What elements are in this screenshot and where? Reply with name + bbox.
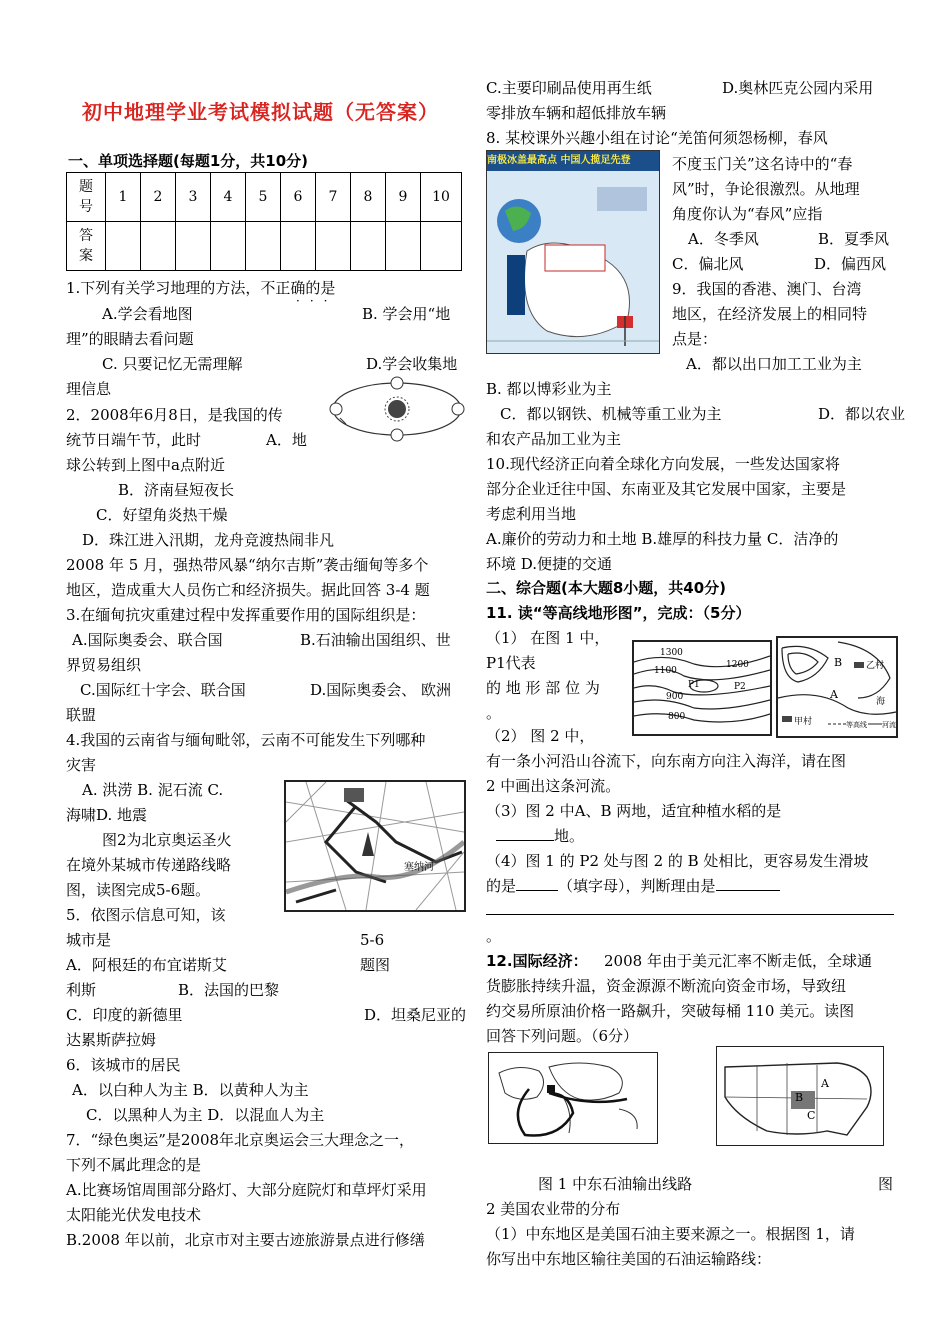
contour-label: 1100	[654, 666, 677, 676]
point-label: P2	[734, 682, 746, 692]
option-text: B.石油输出国组织、世	[300, 631, 451, 649]
question-9: 9．我国的香港、澳门、台湾	[672, 280, 862, 298]
option-text: 球公转到上图中a点附近	[66, 456, 225, 474]
legend-label: 等高线	[846, 721, 867, 729]
question-2: 2．2008年6月8日，是我国的传	[66, 406, 283, 424]
question-4: 4.我国的云南省与缅甸毗邻，云南不可能发生下列哪种	[66, 731, 426, 749]
table-cell: 10	[421, 173, 462, 222]
contour-map-2	[776, 636, 898, 738]
question-text: 不度玉门关”这名诗中的“春	[672, 155, 853, 173]
option-text: A．都以出口加工工业为主	[686, 355, 862, 373]
answer-cell[interactable]	[281, 222, 316, 271]
option-text: D．珠江进入汛期，龙舟竞渡热闹非凡	[82, 531, 335, 549]
option-text: A．地	[266, 431, 307, 449]
table-cell: 9	[386, 173, 421, 222]
option-text: C．都以钢铁、机械等重工业为主	[500, 405, 722, 423]
option-text: A．以白种人为主 B．以黄种人为主	[72, 1081, 309, 1099]
passage-text: 2008 年 5 月，强热带风暴“纳尔吉斯”袭击缅甸等多个	[66, 556, 429, 574]
option-text: A．冬季风	[688, 230, 759, 248]
option-text: C. 只要记忆无需理解	[102, 355, 243, 373]
section-2-heading: 二、综合题(本大题8小题，共40分)	[486, 579, 727, 597]
figure-caption: 题图	[360, 956, 391, 974]
option-text: B.2008 年以前，北京市对主要古迹旅游景点进行修缮	[66, 1231, 425, 1249]
table-cell: 2	[141, 173, 176, 222]
option-text: 海啸D. 地震	[66, 806, 148, 824]
figure-caption: 图 1 中东石油输出线路	[538, 1175, 693, 1193]
passage-text: 货膨胀持续升温，资金源源不断流向资金市场，导致纽	[486, 977, 847, 995]
question-text: P1代表	[486, 654, 536, 672]
option-text: B．法国的巴黎	[178, 981, 280, 999]
antarctic-title: 南极冰盖最高点 中国人揽足先登	[487, 151, 659, 171]
table-row	[67, 173, 462, 222]
question-text: 。	[486, 927, 502, 945]
contour-label: 900	[666, 692, 684, 702]
question-11: 11. 读“等高线地形图”，完成：（5分）	[486, 604, 751, 622]
table-header-cell: 题 号	[67, 173, 106, 222]
answer-table	[66, 172, 462, 271]
option-text: C．以黑种人为主 D．以混血人为主	[86, 1106, 325, 1124]
passage-text: 图，读图完成5-6题。	[66, 881, 211, 899]
contour-label: 800	[668, 712, 686, 722]
passage-text: 回答下列问题。（6分）	[486, 1027, 639, 1045]
option-text: D．偏西风	[814, 255, 887, 273]
option-text: A．阿根廷的布宜诺斯艾	[66, 956, 227, 974]
answer-blank[interactable]	[516, 890, 558, 891]
sea-label: 海	[876, 697, 886, 707]
passage-text: 在境外某城市传递路线略	[66, 856, 232, 874]
passage-text: 地区，造成重大人员伤亡和经济损失。据此回答 3-4 题	[66, 581, 430, 599]
question-text: 角度你认为“春风”应指	[672, 205, 823, 223]
option-text: C．偏北风	[672, 255, 744, 273]
option-text: D．都以农业	[818, 405, 906, 423]
point-label: B	[834, 656, 843, 669]
question-text: 下列不属此理念的是	[66, 1156, 202, 1174]
option-text: 利斯	[66, 981, 97, 999]
region-label: A	[821, 1077, 829, 1090]
earth-orbit-diagram	[328, 374, 466, 444]
question-text: （3）图 2 中A、B 两地，适宜种植水稻的是	[486, 802, 782, 820]
question-text: 考虑利用当地	[486, 505, 577, 523]
question-text: 部分企业迁往中国、东南亚及其它发展中国家，主要是	[486, 480, 847, 498]
answer-cell[interactable]	[176, 222, 211, 271]
contour-map-1	[632, 640, 772, 736]
option-text: 环境 D.便捷的交通	[486, 555, 613, 573]
question-text: 地。	[496, 824, 584, 848]
passage-text: 约交易所原油价格一路飙升，突破每桶 110 美元。读图	[486, 1002, 855, 1020]
answer-cell[interactable]	[141, 222, 176, 271]
question-text: （1）中东地区是美国石油主要来源之一。根据图 1，请	[486, 1225, 855, 1243]
option-text: C．好望角炎热干燥	[96, 506, 228, 524]
answer-cell[interactable]	[246, 222, 281, 271]
option-text: B．夏季风	[818, 230, 890, 248]
section-1-heading: 一、单项选择题(每题1分，共10分)	[68, 152, 309, 170]
answer-cell[interactable]	[211, 222, 246, 271]
question-12: 12.国际经济：	[486, 952, 588, 970]
answer-cell[interactable]	[386, 222, 421, 271]
option-text: 界贸易组织	[66, 656, 142, 674]
option-text: D.奥林匹克公园内采用	[722, 79, 874, 97]
table-cell: 5	[246, 173, 281, 222]
table-cell: 4	[211, 173, 246, 222]
option-text: D.学会收集地	[366, 355, 458, 373]
answer-cell[interactable]	[351, 222, 386, 271]
option-text: 联盟	[66, 706, 97, 724]
option-text: A. 洪涝 B. 泥石流 C.	[82, 781, 224, 799]
option-text: A.学会看地图	[102, 305, 193, 323]
answer-cell[interactable]	[316, 222, 351, 271]
question-text: 的 地 形 部 位 为	[486, 679, 600, 697]
world-oil-route-map	[488, 1052, 658, 1144]
question-text: 城市是	[66, 931, 112, 949]
question-text: 你写出中东地区输往美国的石油运输路线：	[486, 1250, 772, 1268]
option-text: 理”的眼睛去看问题	[66, 330, 194, 348]
region-label: B	[795, 1091, 804, 1104]
question-10: 10.现代经济正向着全球化方向发展，一些发达国家将	[486, 455, 840, 473]
option-text: 达累斯萨拉姆	[66, 1031, 157, 1049]
table-cell: 7	[316, 173, 351, 222]
question-6: 6．该城市的居民	[66, 1056, 181, 1074]
option-text: C.国际红十字会、联合国	[80, 681, 246, 699]
passage-text: 2008 年由于美元汇率不断走低，全球通	[604, 952, 872, 970]
table-cell: 8	[351, 173, 386, 222]
figure-caption: 5-6	[360, 931, 385, 949]
seine-label: 塞纳河	[404, 862, 434, 873]
village-label: 甲村	[794, 717, 813, 727]
option-text: 零排放车辆和超低排放车辆	[486, 104, 667, 122]
us-agriculture-map	[716, 1046, 884, 1146]
region-label: C	[807, 1109, 816, 1122]
antarctic-figure	[486, 150, 660, 354]
point-label: P1	[688, 680, 700, 690]
question-text: 有一条小河沿山谷流下，向东南方向注入海洋，请在图	[486, 752, 847, 770]
option-text: 理信息	[66, 380, 112, 398]
village-label: 乙村	[866, 661, 885, 671]
question-1: 1.下列有关学习地理的方法，不正确的是	[66, 279, 336, 297]
option-text: A.廉价的劳动力和土地 B.雄厚的科技力量 C．洁净的	[486, 530, 839, 548]
table-cell: 3	[176, 173, 211, 222]
question-text: 统节日端午节，此时	[66, 431, 202, 449]
option-text: D.国际奥委会、 欧洲	[310, 681, 452, 699]
question-text: （2） 图 2 中，	[486, 727, 595, 745]
option-text: 和农产品加工业为主	[486, 430, 622, 448]
answer-blank[interactable]	[716, 890, 780, 891]
contour-label: 1200	[726, 660, 749, 670]
option-text: B. 学会用“地	[362, 305, 451, 323]
question-text: 灾害	[66, 756, 97, 774]
figure-caption: 图	[878, 1175, 894, 1193]
question-text: 地区，在经济发展上的相同特	[672, 305, 868, 323]
answer-blank[interactable]	[496, 840, 554, 841]
option-text: D．坦桑尼亚的	[364, 1006, 467, 1024]
question-text: 点是：	[672, 330, 718, 348]
question-3: 3.在缅甸抗灾重建过程中发挥重要作用的国际组织是：	[66, 606, 426, 624]
question-text: 2 中画出这条河流。	[486, 777, 621, 795]
table-row	[67, 222, 462, 271]
answer-cell[interactable]	[106, 222, 141, 271]
option-text: 太阳能光伏发电技术	[66, 1206, 202, 1224]
question-8: 8. 某校课外兴趣小组在讨论“羌笛何须怨杨柳，春风	[486, 129, 828, 147]
question-text: 的是 （填字母），判断理由是	[486, 874, 780, 898]
table-cell: 6	[281, 173, 316, 222]
legend-label: 河流	[882, 721, 896, 729]
contour-label: 1300	[660, 648, 683, 658]
table-header-cell: 答 案	[67, 222, 106, 271]
question-text: （4）图 1 的 P2 处与图 2 的 B 处相比，更容易发生滑坡	[486, 852, 869, 870]
question-7: 7．“绿色奥运”是2008年北京奥运会三大理念之一，	[66, 1131, 415, 1149]
option-text: A.比赛场馆周围部分路灯、大部分庭院灯和草坪灯采用	[66, 1181, 427, 1199]
option-text: B. 都以博彩业为主	[486, 380, 612, 398]
emphasis-dots: ···	[296, 294, 338, 308]
option-text: C．印度的新德里	[66, 1006, 183, 1024]
answer-line[interactable]	[486, 914, 894, 915]
passage-text: 图2为北京奥运圣火	[102, 831, 232, 849]
option-text: B．济南昼短夜长	[118, 481, 235, 499]
option-text: C.主要印刷品使用再生纸	[486, 79, 652, 97]
question-text: 风”时，争论很激烈。从地理	[672, 180, 860, 198]
question-5: 5．依图示信息可知，该	[66, 906, 226, 924]
answer-cell[interactable]	[421, 222, 462, 271]
question-text: 。	[486, 704, 502, 722]
question-text: （1） 在图 1 中，	[486, 629, 610, 647]
option-text: A.国际奥委会、联合国	[72, 631, 223, 649]
table-cell: 1	[106, 173, 141, 222]
figure-caption: 2 美国农业带的分布	[486, 1200, 621, 1218]
point-label: A	[830, 688, 838, 701]
torch-route-map	[284, 780, 466, 912]
page-title: 初中地理学业考试模拟试题（无答案）	[82, 100, 439, 124]
